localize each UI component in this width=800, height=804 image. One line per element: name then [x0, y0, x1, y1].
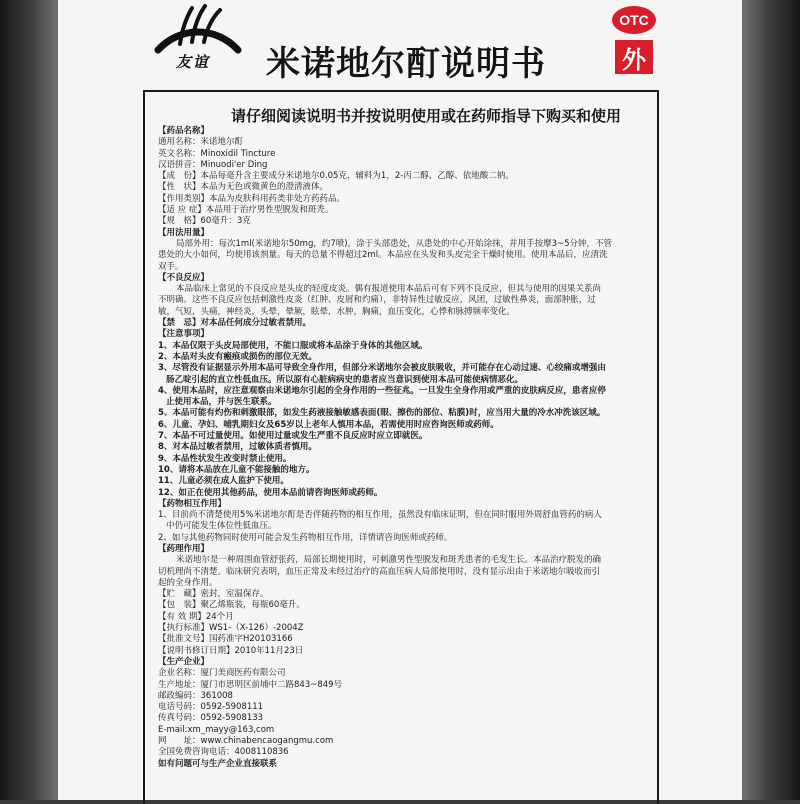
text-line: 【批准文号】国药准字H20103166 — [158, 634, 293, 645]
text-line: 敏，气短，头痛，神经炎，头晕，晕厥，眩晕，水肿，胸痛，血压变化，心悸和脉搏频率变化。 — [158, 306, 516, 317]
text-line: 中仍可能发生体位性低血压。 — [166, 521, 277, 532]
text-line: 全国免费咨询电话：4008110836 — [158, 747, 289, 758]
text-line: 【执行标准】WS1-（X-126）-2004Z — [158, 623, 304, 634]
text-line: 肠乙啶引起的直立性低血压。所以原有心脏病病史的患者应当意识到使用本品可能使病情恶化。 — [166, 374, 524, 385]
text-line: 通用名称：米诺地尔酊 — [158, 137, 244, 148]
leaflet-body — [158, 126, 652, 770]
text-line: 8、对本品过敏者禁用，过敏体质者慎用。 — [158, 442, 317, 453]
text-line: 10、请将本品放在儿童不能接触的地方。 — [158, 464, 315, 475]
text-line: 局部外用：每次1ml(米诺地尔50mg，约7喷)，涂于头部患处，从患处的中心开始涂抹，并用手按摩3~5分钟，不管 — [176, 238, 613, 249]
text-line: 3、尽管没有证据显示外用本品可导致全身作用，但部分米诺地尔会被皮肤吸收，并可能存在心动过速、心绞痛或增强由 — [158, 363, 606, 374]
external-use-badge: 外 — [615, 40, 653, 74]
otc-badge: OTC — [612, 6, 656, 34]
text-line: 4、使用本品时，应注意观察由米诺地尔引起的全身作用的一些征兆。一旦发生全身作用或严重的皮肤病反应，患者应停 — [158, 385, 606, 396]
text-line: 1、目前尚不清楚使用5%米诺地尔酊是否伴随药物的相互作用，虽然没有临床证明，但在同时服用外周舒血管药的病人 — [158, 510, 602, 521]
text-line: 患处的大小如何，均使用该剂量。每天的总量不得超过2ml。本品应在头发和头皮完全干燥时使用。使用本品后，应清洗 — [158, 250, 608, 261]
text-line: 7、本品不可过量使用。如使用过量或发生严重不良反应时应立即就医。 — [158, 431, 428, 442]
text-line: 【贮 藏】密封，室温保存。 — [158, 589, 269, 600]
text-line: 【禁 忌】对本品任何成分过敏者禁用。 — [158, 318, 312, 329]
text-line: 【注意事项】 — [158, 329, 210, 340]
text-line: 2、本品对头皮有瘢痕或损伤的部位无效。 — [158, 351, 317, 362]
text-line: 【说明书修订日期】2010年11月23日 — [158, 645, 304, 656]
text-line: 传真号码：0592-5908133 — [158, 713, 264, 724]
text-line: 米诺地尔是一种周围血管舒张药，局部长期使用时，可刺激男性型脱发和斑秃患者的毛发生长。本品治疗脱发的确 — [176, 555, 602, 566]
text-line: 9、本品性状发生改变时禁止使用。 — [158, 453, 292, 464]
text-line: 止使用本品，并与医生联系。 — [166, 397, 277, 408]
text-line: 6、儿童、孕妇、哺乳期妇女及65岁以上老年人慎用本品，若需使用时应咨询医师或药师。 — [158, 419, 499, 430]
text-line: 如有问题可与生产企业直接联系 — [158, 758, 278, 769]
text-line: 汉语拼音：Minuodi'er Ding — [158, 159, 268, 170]
text-line: 【包 装】聚乙烯瓶装，每瓶60毫升。 — [158, 600, 305, 611]
text-line: 本品临床上常见的不良反应是头皮的轻度皮炎。偶有报道使用本品后可有下列不良反应，但其与使用的因果关系尚 — [176, 284, 602, 295]
text-line: 不明确。这些不良反应包括刺激性皮炎（红肿、皮屑和灼痛），非特异性过敏反应，风团，过敏性鼻炎，面部肿胀，过 — [158, 295, 596, 306]
text-line: 【药物相互作用】 — [158, 498, 227, 509]
text-line: 12、如正在使用其他药品，使用本品前请咨询医师或药师。 — [158, 487, 383, 498]
text-line: 网 址：www.chinabencaogangmu.com — [158, 736, 334, 747]
page-title: 米诺地尔酊说明书 — [266, 44, 546, 84]
text-line: 生产地址：厦门市思明区前埔中二路843~849号 — [158, 679, 343, 690]
scan-edge-right — [738, 0, 800, 800]
scan-edge-left — [0, 0, 62, 800]
page-subtitle: 请仔细阅读说明书并按说明使用或在药师指导下购买和使用 — [231, 107, 622, 125]
text-line: 1、本品仅限于头皮局部使用，不能口服或将本品涂于身体的其他区域。 — [158, 340, 428, 351]
text-line: 电话号码：0592-5908111 — [158, 702, 264, 713]
text-line: 切机理尚不清楚。临床研究表明，血压正常及未经过治疗的高血压病人局部使用时，没有显示出由于米诺地尔吸收而引 — [158, 566, 601, 577]
text-line: 【生产企业】 — [158, 656, 210, 667]
text-line: E-mail:xm_mayy@163,com — [158, 724, 275, 735]
text-line: 企业名称：厦门美商医药有限公司 — [158, 668, 286, 679]
text-line: 5、本品可能有灼伤和刺激眼部，如发生药液接触敏感表面(眼、擦伤的部位、粘膜)时，应当用大量的冷水冲洗该区域。 — [158, 408, 606, 419]
brand-name: 友谊 — [176, 53, 211, 71]
text-line: 【性 状】本品为无色或微黄色的澄清液体。 — [158, 182, 329, 193]
text-line: 【规 格】60毫升：3克 — [158, 216, 251, 227]
text-line: 英文名称：Minoxidil Tincture — [158, 148, 276, 159]
text-line: 【不良反应】 — [158, 272, 210, 283]
text-line: 2、如与其他药物同时使用可能会发生药物相互作用，详情请咨询医师或药师。 — [158, 532, 453, 543]
text-line: 【成 份】本品每毫升含主要成分米诺地尔0.05克，辅料为1，2-丙二醇、乙醇、依地酸二钠。 — [158, 171, 514, 182]
text-line: 【药理作用】 — [158, 543, 210, 554]
text-line: 起的全身作用。 — [158, 577, 218, 588]
text-line: 【有 效 期】24个月 — [158, 611, 234, 622]
text-line: 11、儿童必须在成人监护下使用。 — [158, 476, 289, 487]
text-line: 【用法用量】 — [158, 227, 210, 238]
text-line: 【药品名称】 — [158, 126, 210, 136]
text-line: 邮政编码：361008 — [158, 690, 233, 701]
text-line: 【作用类别】本品为皮肤科用药类非处方药药品。 — [158, 193, 346, 204]
text-line: 双手。 — [158, 261, 184, 272]
text-line: 【适 应 症】本品用于治疗男性型脱发和斑秃。 — [158, 205, 334, 216]
